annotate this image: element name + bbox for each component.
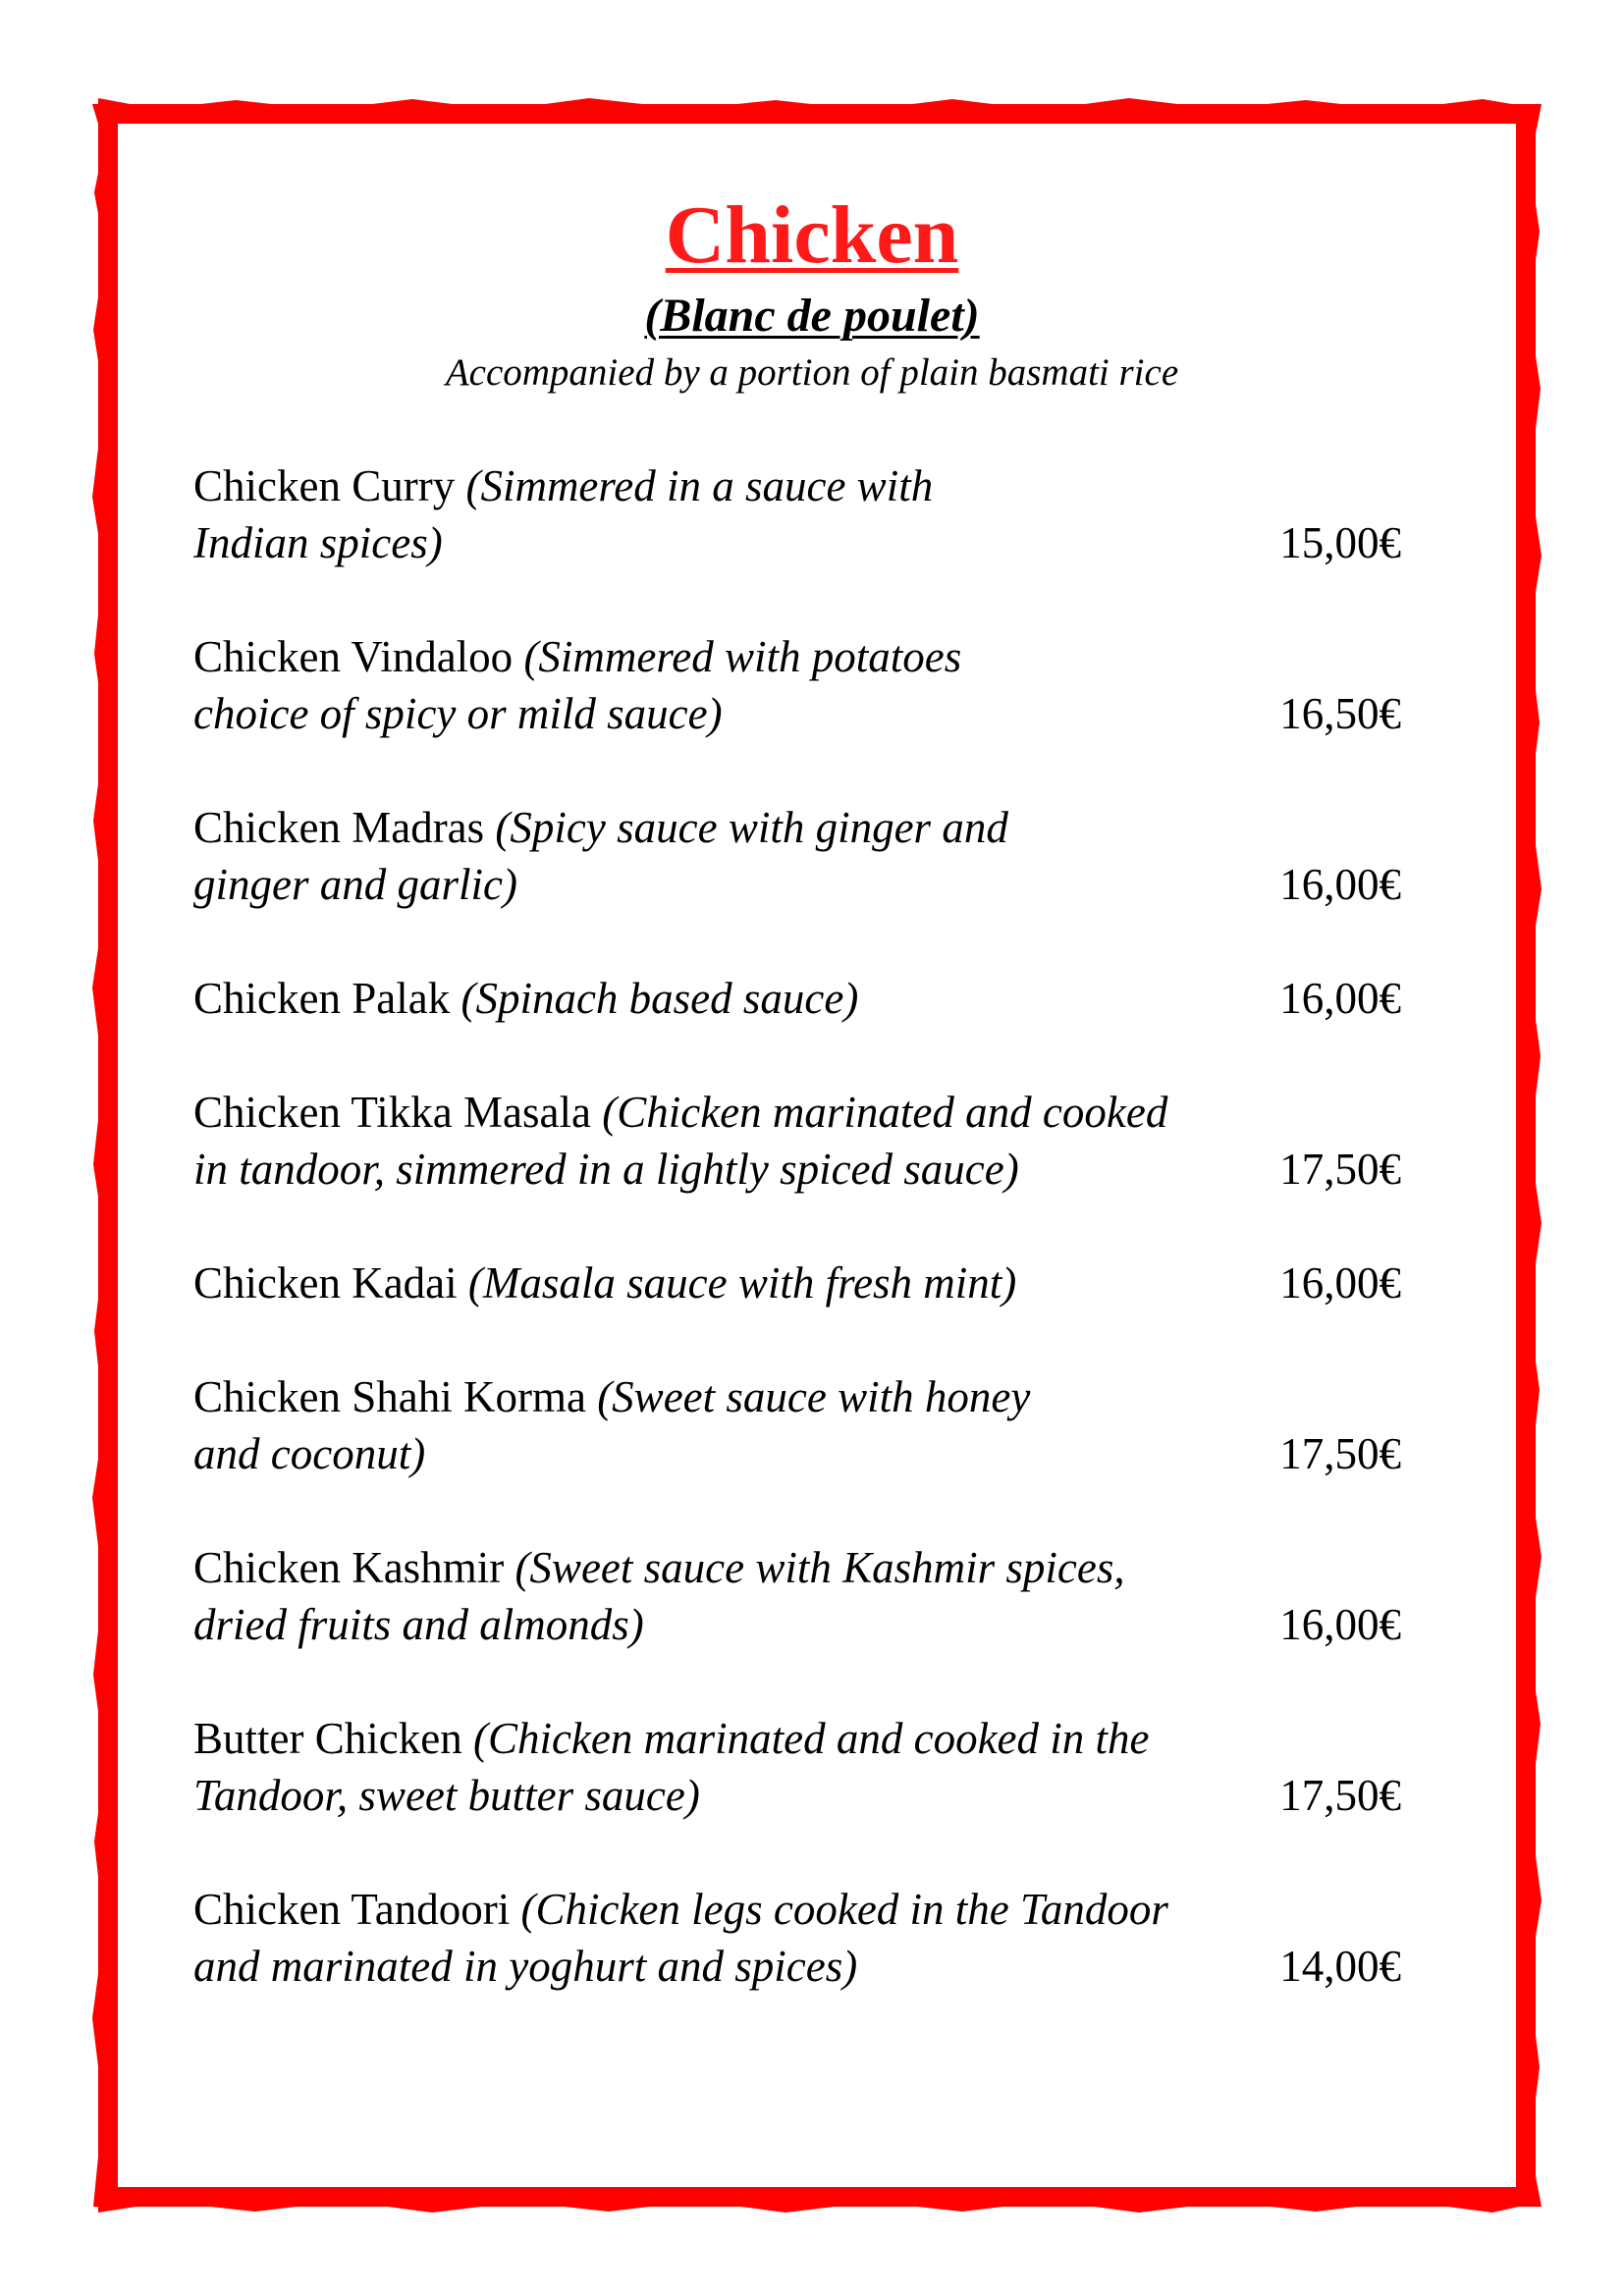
menu-item xyxy=(193,970,1401,1027)
accompaniment-note: Accompanied by a portion of plain basmati rice xyxy=(445,351,1179,394)
menu-item-description: (Simmered in a sauce with xyxy=(465,461,934,510)
menu-item-price: 16,00€ xyxy=(1279,1258,1401,1308)
menu-item-description: (Spinach based sauce) xyxy=(460,974,859,1023)
page-subtitle: (Blanc de poulet) xyxy=(644,290,980,342)
menu-item-price: 16,00€ xyxy=(1279,860,1401,909)
menu-item xyxy=(193,1368,1401,1482)
menu-item-name: Chicken Vindaloo xyxy=(193,632,514,681)
menu-item-name: Butter Chicken xyxy=(193,1714,462,1763)
menu-item xyxy=(193,1084,1401,1198)
menu-item-price: 16,50€ xyxy=(1279,689,1401,738)
menu-item-name: Chicken Tikka Masala xyxy=(193,1088,591,1137)
menu-item-description: (Masala sauce with fresh mint) xyxy=(467,1258,1017,1308)
menu-item xyxy=(193,799,1401,913)
menu-item xyxy=(193,1710,1401,1824)
menu-item xyxy=(193,1539,1401,1653)
menu-item-description: (Chicken marinated and cooked xyxy=(602,1088,1168,1137)
menu-item-price: 16,00€ xyxy=(1279,974,1401,1023)
menu-item-price: 16,00€ xyxy=(1279,1600,1401,1649)
menu-item-description: choice of spicy or mild sauce) xyxy=(193,689,723,738)
menu-item-description: (Sweet sauce with honey xyxy=(597,1372,1031,1421)
menu-item-description: in tandoor, simmered in a lightly spiced sauce) xyxy=(193,1145,1019,1194)
menu-item-description: ginger and garlic) xyxy=(193,860,517,909)
menu-item-name: Chicken Curry xyxy=(193,461,456,510)
menu-item-name: Chicken Tandoori xyxy=(193,1885,511,1934)
menu-item-description: Tandoor, sweet butter sauce) xyxy=(193,1771,700,1820)
menu-item-name: Chicken Palak xyxy=(193,974,451,1023)
menu-list xyxy=(193,457,1401,2052)
menu-item-description: (Sweet sauce with Kashmir spices, xyxy=(514,1543,1125,1592)
menu-item-description: (Chicken legs cooked in the Tandoor xyxy=(520,1885,1168,1934)
page-title: Chicken xyxy=(665,189,959,281)
menu-item-description: dried fruits and almonds) xyxy=(193,1600,644,1649)
menu-item-description: and marinated in yoghurt and spices) xyxy=(193,1942,858,1991)
menu-item-price: 17,50€ xyxy=(1279,1429,1401,1478)
menu-item-description: (Simmered with potatoes xyxy=(523,632,962,681)
menu-item-description: (Spicy sauce with ginger and xyxy=(495,803,1008,852)
menu-item-price: 14,00€ xyxy=(1279,1942,1401,1991)
menu-item-price: 15,00€ xyxy=(1279,518,1401,567)
menu-item-description: (Chicken marinated and cooked in the xyxy=(472,1714,1150,1763)
menu-item xyxy=(193,457,1401,571)
menu-item-name: Chicken Shahi Korma xyxy=(193,1372,586,1421)
menu-item-name: Chicken Madras xyxy=(193,803,485,852)
menu-item xyxy=(193,628,1401,742)
menu-item-price: 17,50€ xyxy=(1279,1771,1401,1820)
menu-item xyxy=(193,1255,1401,1311)
menu-item-description: Indian spices) xyxy=(193,518,443,567)
menu-item-price: 17,50€ xyxy=(1279,1145,1401,1194)
menu-item xyxy=(193,1881,1401,1995)
menu-item-name: Chicken Kadai xyxy=(193,1258,458,1308)
menu-item-name: Chicken Kashmir xyxy=(193,1543,505,1592)
menu-item-description: and coconut) xyxy=(193,1429,426,1478)
